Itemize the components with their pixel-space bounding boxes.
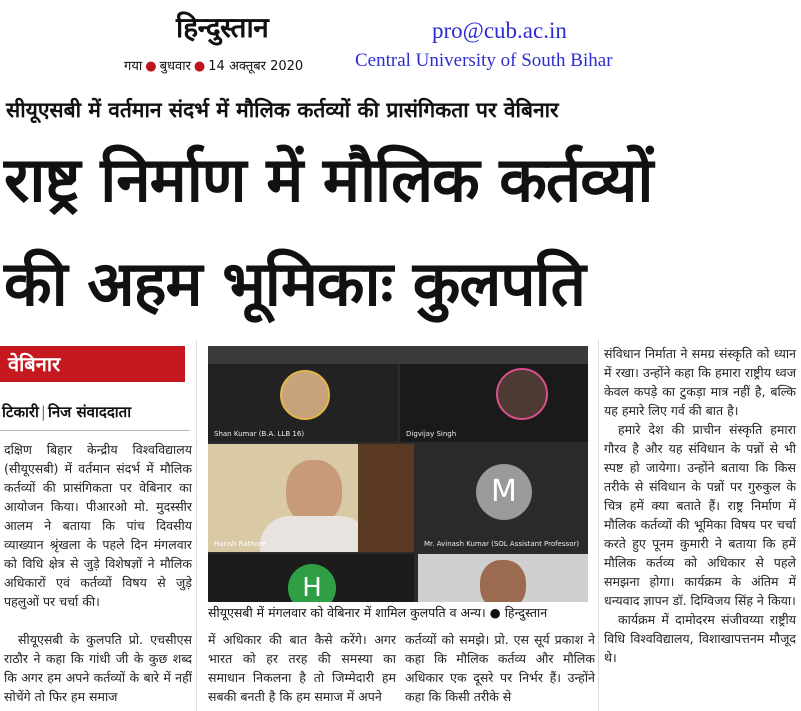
caption-credit: हिन्दुस्तान xyxy=(504,605,548,620)
bookshelf xyxy=(358,444,414,552)
video-tile xyxy=(418,554,588,602)
column-divider xyxy=(196,340,197,711)
speaker-shirt xyxy=(260,516,370,552)
participant-name: Mr. Avinash Kumar (SOL Assistant Professor) xyxy=(424,540,580,548)
participant-name: Digvijay Singh xyxy=(406,430,457,438)
paragraph: कार्यक्रम में दामोदरम संजीवय्या राष्ट्रीय विधि विश्वविद्यालय, विशाखापत्तनम मौजूद थे। xyxy=(604,612,796,665)
participant-face xyxy=(480,560,526,602)
caption-text: सीयूएसबी में मंगलवार को वेबिनार में शामिल कुलपति व अन्य। xyxy=(208,605,486,620)
article-column-1 xyxy=(4,440,192,611)
stamp-university: Central University of South Bihar xyxy=(355,50,613,71)
video-tile xyxy=(208,554,414,602)
photo-caption xyxy=(208,604,547,621)
bullet-icon: ● xyxy=(145,59,157,74)
byline-author: निज संवाददाता xyxy=(47,403,132,421)
section-tag: वेबिनार xyxy=(0,346,185,382)
bullet-icon: ● xyxy=(489,605,501,620)
paragraph: दक्षिण बिहार केन्द्रीय विश्वविद्यालय (सीयूएसबी) में वर्तमान संदर्भ में मौलिक कर्तव्यों की प्रासंगिकता पर वेबिनार का आयोजन किया। पीआरओ मो. मुदस्सीर आलम ने बताया कि पांच दिवसीय व्याख्यान श्रृंखला के पहले दिन मंगलवार को विधि क्षेत्र से जुड़े विशेषज्ञों ने मौलिक अधिकारों एवं कर्तव्यों विषय से जुड़े पहलुओं पर चर्चा की। xyxy=(4,442,192,609)
headline-line-2: की अहम भूमिकाः कुलपति xyxy=(4,247,585,320)
article-column-3 xyxy=(405,630,595,706)
headline-line-1: राष्ट्र निर्माण में मौलिक कर्तव्यों xyxy=(4,143,653,216)
stamp-email: pro@cub.ac.in xyxy=(432,18,567,43)
webinar-photo xyxy=(208,346,588,602)
video-tile-main xyxy=(208,444,414,552)
article-column-4 xyxy=(604,344,796,667)
article-column-1-continued xyxy=(4,630,192,706)
paragraph: में अधिकार की बात कैसे करेंगे। अगर भारत को हर तरह की समस्या का समाधान निकलना है तो जिम्मेदारी हम सबकी बनती है कि हम समाज में अपने xyxy=(208,632,396,704)
dateline-city: गया xyxy=(124,59,143,74)
video-tile xyxy=(418,444,588,552)
paragraph: कर्तव्यों को समझे। प्रो. एस सूर्य प्रकाश ने कहा कि मौलिक कर्तव्य और मौलिक अधिकार एक दूसरे पर निर्भर हैं। उन्होंने कहा कि किसी तरीके से xyxy=(405,632,595,704)
newspaper-masthead: हिन्दुस्तान xyxy=(176,11,269,44)
dateline-day: बुधवार xyxy=(159,59,191,74)
participant-avatar xyxy=(280,370,330,420)
dateline xyxy=(124,58,303,76)
paragraph: संविधान निर्माता ने समग्र संस्कृति को ध्यान में रखा। उन्होंने कहा कि हमारा राष्ट्रीय ध्वज केवल कपड़े का टुकड़ा मात्र नहीं है, बल्कि यह हमारे लिए गर्व की बात है। xyxy=(604,346,796,418)
initial-avatar: M xyxy=(476,464,532,520)
participant-name: Harish Rathore xyxy=(214,540,267,548)
participant-avatar xyxy=(496,368,548,420)
speaker-face xyxy=(286,460,342,524)
paragraph: सीयूएसबी के कुलपति प्रो. एचसीएस राठौर ने कहा कि गांधी जी के कुछ शब्द कि अगर हम अपने कर्तव्यों के बारे में नहीं सोचेंगे तो फिर हम समाज xyxy=(4,632,192,704)
bullet-icon: ● xyxy=(193,59,206,74)
video-tile xyxy=(208,364,398,442)
meeting-toolbar xyxy=(208,346,588,364)
participant-name: Shan Kumar (B.A. LLB 16) xyxy=(214,430,305,438)
byline-place: टिकारी xyxy=(2,403,39,421)
article-kicker: सीयूएसबी में वर्तमान संदर्भ में मौलिक कर्तव्यों की प्रासंगिकता पर वेबिनार xyxy=(6,98,559,122)
initial-avatar: H xyxy=(288,564,336,602)
divider xyxy=(0,430,190,431)
column-divider xyxy=(598,340,599,711)
video-tile xyxy=(400,364,588,442)
dateline-date: 14 अक्तूबर 2020 xyxy=(208,59,304,74)
byline xyxy=(2,402,131,422)
article-column-2 xyxy=(208,630,396,706)
byline-separator: | xyxy=(40,403,46,421)
paragraph: हमारे देश की प्राचीन संस्कृति हमारा गौरव है और यह संविधान के पन्नों से भी स्पष्ट हो जायेगा। उन्होंने बताया कि किस तरीके से संविधान के पन्नों पर गुरुकुल के चित्र हमें क्या बताते हैं। राष्ट्र निर्माण में मौलिक कर्तव्यों की भूमिका विषय पर चर्चा करते हुए पूनम कुमारी ने बताया कि हमें मौलिक कर्तव्य को अधिकार से पहले समझना होगा। कार्यक्रम के अंतिम में धन्यवाद ज्ञापन डॉ. दिग्विजय सिंह ने किया। xyxy=(604,422,796,608)
